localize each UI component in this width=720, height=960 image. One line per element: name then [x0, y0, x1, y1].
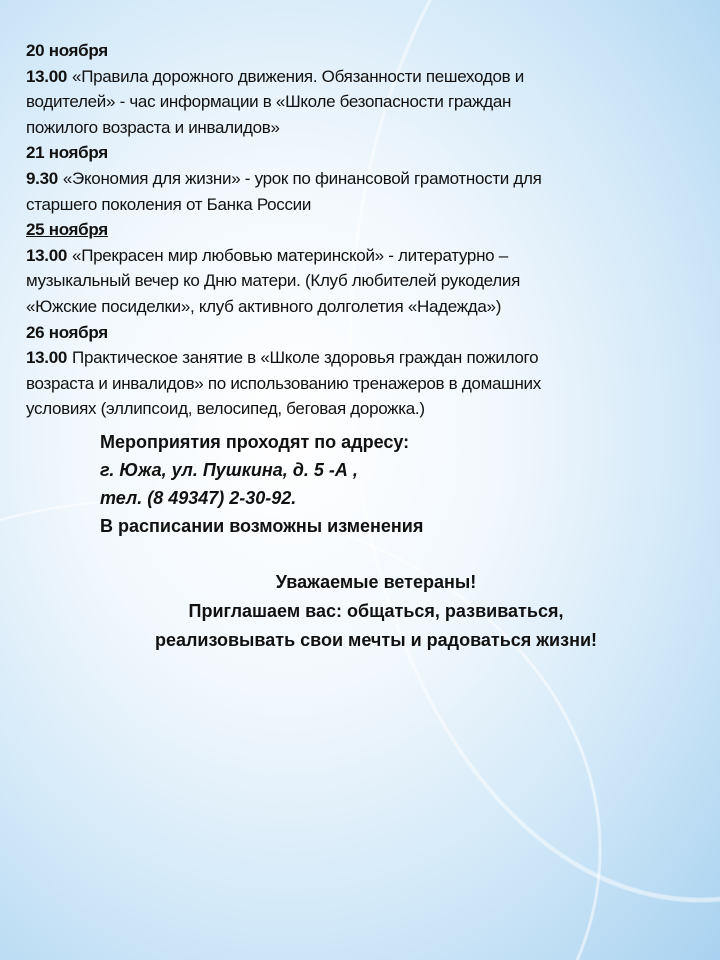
event-text: «Южские посиделки», клуб активного долголетия «Надежда»)	[26, 296, 502, 316]
address-block	[100, 428, 700, 540]
event-text: старшего поколения от Банка России	[26, 194, 312, 214]
closing-message	[32, 568, 720, 655]
event-text: условиях (эллипсоид, велосипед, беговая дорожка.)	[26, 399, 425, 419]
event-text: музыкальный вечер ко Дню матери. (Клуб любителей рукоделия	[26, 271, 520, 291]
event-date: 20 ноября	[26, 41, 108, 60]
event-time: 13.00	[26, 245, 68, 265]
address-street: г. Южа, ул. Пушкина, д. 5 -А ,	[100, 460, 358, 480]
event-date: 25 ноября	[26, 220, 108, 240]
address-heading: Мероприятия проходят по адресу:	[100, 432, 410, 452]
event-date: 26 ноября	[26, 322, 108, 342]
schedule	[26, 38, 706, 422]
event-time: 13.00	[26, 348, 68, 368]
address-phone: тел. (8 49347) 2-30-92.	[100, 488, 297, 508]
event-time: 13.00	[26, 66, 68, 86]
event-text: водителей» - час информации в «Школе безопасности граждан	[26, 92, 512, 112]
event-time: 9.30	[26, 168, 58, 188]
event-text: «Прекрасен мир любовью материнской» - литературно –	[72, 245, 508, 265]
closing-line: реализовывать свои мечты и радоваться жизни!	[154, 630, 598, 650]
closing-line: Приглашаем вас: общаться, развиваться,	[188, 601, 564, 621]
closing-line: Уважаемые ветераны!	[275, 572, 477, 592]
event-text: возраста и инвалидов» по использованию тренажеров в домашних	[26, 373, 541, 393]
event-text: «Правила дорожного движения. Обязанности пешеходов и	[72, 66, 524, 86]
event-date: 21 ноября	[26, 143, 108, 163]
event-text: «Экономия для жизни» - урок по финансовой грамотности для	[62, 168, 542, 188]
schedule-note: В расписании возможны изменения	[100, 516, 424, 536]
event-text: Практическое занятие в «Школе здоровья граждан пожилого	[72, 348, 539, 368]
event-text: пожилого возраста и инвалидов»	[26, 117, 280, 137]
